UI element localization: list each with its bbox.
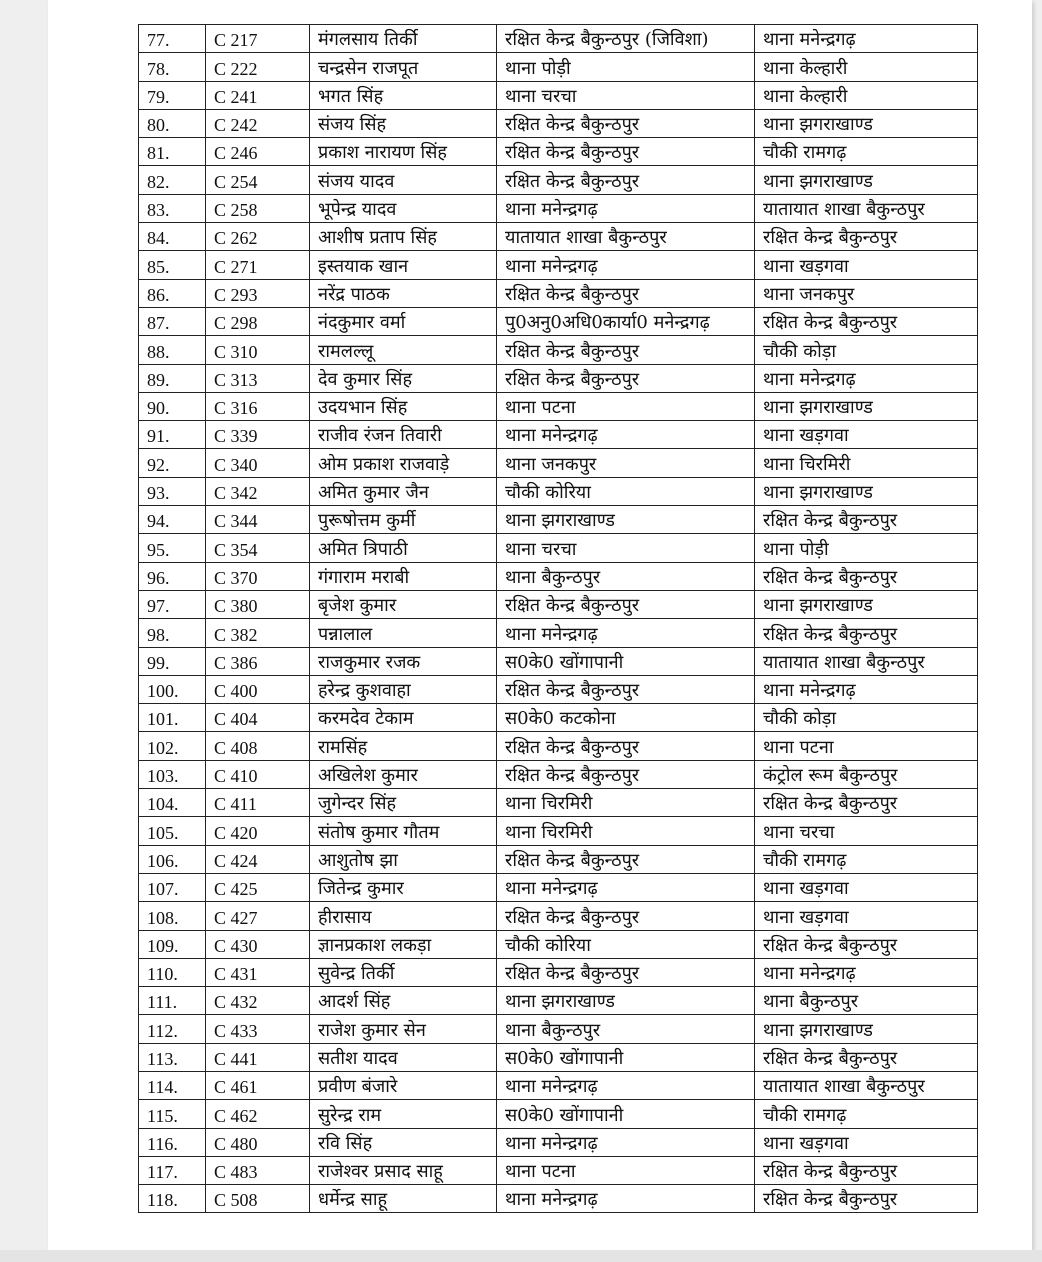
current-posting-cell: थाना चरचा [497,81,755,109]
current-posting-cell: रक्षित केन्द्र बैकुन्ठपुर [497,760,755,788]
table-row [139,279,978,307]
table-row [139,25,978,53]
current-posting-cell: स0के0 खोंगापानी [497,647,755,675]
name-cell: जुगेन्दर सिंह [310,789,497,817]
table-row [139,223,978,251]
new-posting-cell: थाना जनकपुर [755,279,978,307]
serial-number-cell: 79. [139,81,206,109]
name-cell: देव कुमार सिंह [310,364,497,392]
new-posting-cell: रक्षित केन्द्र बैकुन्ठपुर [755,619,978,647]
constable-number-cell: C 430 [206,930,310,958]
constable-number-cell: C 400 [206,675,310,703]
serial-number-cell: 114. [139,1071,206,1099]
name-cell: आदर्श सिंह [310,987,497,1015]
constable-number-cell: C 293 [206,279,310,307]
serial-number-cell: 87. [139,307,206,335]
new-posting-cell: रक्षित केन्द्र बैकुन्ठपुर [755,1185,978,1213]
current-posting-cell: थाना मनेन्द्रगढ़ [497,421,755,449]
table-row [139,590,978,618]
document-page [48,0,1032,1250]
table-row [139,789,978,817]
name-cell: नरेंद्र पाठक [310,279,497,307]
table-row [139,477,978,505]
current-posting-cell: स0के0 कटकोना [497,704,755,732]
constable-number-cell: C 404 [206,704,310,732]
constable-number-cell: C 310 [206,336,310,364]
constable-number-cell: C 380 [206,590,310,618]
new-posting-cell: थाना झगराखाण्ड [755,1015,978,1043]
constable-number-cell: C 432 [206,987,310,1015]
new-posting-cell: यातायात शाखा बैकुन्ठपुर [755,647,978,675]
table-row [139,1043,978,1071]
table-row [139,760,978,788]
name-cell: रामसिंह [310,732,497,760]
serial-number-cell: 77. [139,25,206,53]
current-posting-cell: रक्षित केन्द्र बैकुन्ठपुर (जिविशा) [497,25,755,53]
name-cell: रामलल्लू [310,336,497,364]
serial-number-cell: 93. [139,477,206,505]
transfer-table-body [139,25,978,1213]
name-cell: करमदेव टेकाम [310,704,497,732]
name-cell: ज्ञानप्रकाश लकड़ा [310,930,497,958]
serial-number-cell: 108. [139,902,206,930]
constable-number-cell: C 386 [206,647,310,675]
name-cell: पन्नालाल [310,619,497,647]
constable-number-cell: C 258 [206,194,310,222]
serial-number-cell: 96. [139,562,206,590]
constable-number-cell: C 370 [206,562,310,590]
constable-number-cell: C 427 [206,902,310,930]
name-cell: सुरेन्द्र राम [310,1100,497,1128]
current-posting-cell: रक्षित केन्द्र बैकुन्ठपुर [497,902,755,930]
table-row [139,817,978,845]
current-posting-cell: रक्षित केन्द्र बैकुन्ठपुर [497,958,755,986]
name-cell: मंगलसाय तिर्की [310,25,497,53]
current-posting-cell: स0के0 खोंगापानी [497,1043,755,1071]
constable-number-cell: C 316 [206,392,310,420]
serial-number-cell: 78. [139,53,206,81]
constable-number-cell: C 340 [206,449,310,477]
serial-number-cell: 84. [139,223,206,251]
current-posting-cell: चौकी कोरिया [497,930,755,958]
new-posting-cell: रक्षित केन्द्र बैकुन्ठपुर [755,562,978,590]
constable-number-cell: C 441 [206,1043,310,1071]
current-posting-cell: रक्षित केन्द्र बैकुन्ठपुर [497,364,755,392]
table-row [139,675,978,703]
constable-number-cell: C 342 [206,477,310,505]
constable-number-cell: C 262 [206,223,310,251]
constable-number-cell: C 298 [206,307,310,335]
new-posting-cell: चौकी रामगढ़ [755,1100,978,1128]
table-row [139,194,978,222]
constable-number-cell: C 424 [206,845,310,873]
table-row [139,392,978,420]
serial-number-cell: 89. [139,364,206,392]
new-posting-cell: थाना पटना [755,732,978,760]
new-posting-cell: चौकी रामगढ़ [755,138,978,166]
table-row [139,534,978,562]
current-posting-cell: रक्षित केन्द्र बैकुन्ठपुर [497,590,755,618]
table-row [139,251,978,279]
table-row [139,307,978,335]
new-posting-cell: थाना खड़गवा [755,1128,978,1156]
page-bottom-edge [0,1250,1042,1262]
new-posting-cell: थाना झगराखाण्ड [755,590,978,618]
table-row [139,562,978,590]
serial-number-cell: 82. [139,166,206,194]
serial-number-cell: 105. [139,817,206,845]
constable-number-cell: C 420 [206,817,310,845]
current-posting-cell: थाना पटना [497,392,755,420]
constable-number-cell: C 344 [206,506,310,534]
name-cell: बृजेश कुमार [310,590,497,618]
table-row [139,449,978,477]
table-row [139,506,978,534]
name-cell: प्रकाश नारायण सिंह [310,138,497,166]
table-row [139,138,978,166]
current-posting-cell: रक्षित केन्द्र बैकुन्ठपुर [497,675,755,703]
new-posting-cell: थाना झगराखाण्ड [755,477,978,505]
serial-number-cell: 109. [139,930,206,958]
name-cell: संतोष कुमार गौतम [310,817,497,845]
serial-number-cell: 92. [139,449,206,477]
transfer-table [138,24,978,1213]
current-posting-cell: थाना मनेन्द्रगढ़ [497,194,755,222]
current-posting-cell: रक्षित केन्द्र बैकुन्ठपुर [497,138,755,166]
serial-number-cell: 115. [139,1100,206,1128]
current-posting-cell: थाना मनेन्द्रगढ़ [497,1128,755,1156]
name-cell: भगत सिंह [310,81,497,109]
constable-number-cell: C 410 [206,760,310,788]
name-cell: राजेश कुमार सेन [310,1015,497,1043]
constable-number-cell: C 461 [206,1071,310,1099]
constable-number-cell: C 462 [206,1100,310,1128]
name-cell: जितेन्द्र कुमार [310,873,497,901]
serial-number-cell: 86. [139,279,206,307]
current-posting-cell: थाना चरचा [497,534,755,562]
new-posting-cell: थाना पोड़ी [755,534,978,562]
table-row [139,336,978,364]
new-posting-cell: रक्षित केन्द्र बैकुन्ठपुर [755,506,978,534]
constable-number-cell: C 246 [206,138,310,166]
serial-number-cell: 80. [139,109,206,137]
constable-number-cell: C 339 [206,421,310,449]
serial-number-cell: 95. [139,534,206,562]
new-posting-cell: थाना खड़गवा [755,251,978,279]
current-posting-cell: रक्षित केन्द्र बैकुन्ठपुर [497,166,755,194]
new-posting-cell: थाना केल्हारी [755,53,978,81]
current-posting-cell: थाना मनेन्द्रगढ़ [497,1071,755,1099]
name-cell: राजेश्वर प्रसाद साहू [310,1156,497,1184]
table-row [139,704,978,732]
current-posting-cell: थाना जनकपुर [497,449,755,477]
constable-number-cell: C 222 [206,53,310,81]
current-posting-cell: थाना बैकुन्ठपुर [497,1015,755,1043]
constable-number-cell: C 354 [206,534,310,562]
new-posting-cell: थाना मनेन्द्रगढ़ [755,25,978,53]
serial-number-cell: 83. [139,194,206,222]
current-posting-cell: रक्षित केन्द्र बैकुन्ठपुर [497,336,755,364]
serial-number-cell: 102. [139,732,206,760]
table-row [139,166,978,194]
name-cell: संजय यादव [310,166,497,194]
table-row [139,1128,978,1156]
table-row [139,902,978,930]
current-posting-cell: थाना मनेन्द्रगढ़ [497,619,755,647]
serial-number-cell: 103. [139,760,206,788]
constable-number-cell: C 313 [206,364,310,392]
current-posting-cell: थाना झगराखाण्ड [497,987,755,1015]
table-row [139,81,978,109]
new-posting-cell: थाना खड़गवा [755,873,978,901]
new-posting-cell: रक्षित केन्द्र बैकुन्ठपुर [755,1043,978,1071]
new-posting-cell: थाना खड़गवा [755,902,978,930]
constable-number-cell: C 425 [206,873,310,901]
current-posting-cell: रक्षित केन्द्र बैकुन्ठपुर [497,109,755,137]
constable-number-cell: C 217 [206,25,310,53]
current-posting-cell: चौकी कोरिया [497,477,755,505]
table-row [139,1185,978,1213]
new-posting-cell: थाना झगराखाण्ड [755,392,978,420]
table-row [139,421,978,449]
name-cell: नंदकुमार वर्मा [310,307,497,335]
serial-number-cell: 107. [139,873,206,901]
serial-number-cell: 91. [139,421,206,449]
current-posting-cell: रक्षित केन्द्र बैकुन्ठपुर [497,845,755,873]
name-cell: हरेन्द्र कुशवाहा [310,675,497,703]
table-row [139,987,978,1015]
new-posting-cell: थाना खड़गवा [755,421,978,449]
table-row [139,109,978,137]
table-row [139,53,978,81]
table-row [139,364,978,392]
name-cell: ओम प्रकाश राजवाड़े [310,449,497,477]
current-posting-cell: थाना मनेन्द्रगढ़ [497,1185,755,1213]
name-cell: गंगाराम मराबी [310,562,497,590]
new-posting-cell: थाना चिरमिरी [755,449,978,477]
new-posting-cell: थाना चरचा [755,817,978,845]
name-cell: प्रवीण बंजारे [310,1071,497,1099]
serial-number-cell: 104. [139,789,206,817]
new-posting-cell: रक्षित केन्द्र बैकुन्ठपुर [755,307,978,335]
name-cell: इस्तयाक खान [310,251,497,279]
new-posting-cell: थाना बैकुन्ठपुर [755,987,978,1015]
constable-number-cell: C 508 [206,1185,310,1213]
serial-number-cell: 118. [139,1185,206,1213]
name-cell: राजकुमार रजक [310,647,497,675]
new-posting-cell: थाना मनेन्द्रगढ़ [755,364,978,392]
serial-number-cell: 111. [139,987,206,1015]
new-posting-cell: रक्षित केन्द्र बैकुन्ठपुर [755,930,978,958]
serial-number-cell: 117. [139,1156,206,1184]
current-posting-cell: यातायात शाखा बैकुन्ठपुर [497,223,755,251]
constable-number-cell: C 242 [206,109,310,137]
current-posting-cell: थाना चिरमिरी [497,817,755,845]
name-cell: पुरूषोत्तम कुर्मी [310,506,497,534]
new-posting-cell: चौकी रामगढ़ [755,845,978,873]
current-posting-cell: थाना झगराखाण्ड [497,506,755,534]
name-cell: हीरासाय [310,902,497,930]
constable-number-cell: C 254 [206,166,310,194]
constable-number-cell: C 408 [206,732,310,760]
new-posting-cell: चौकी कोड़ा [755,336,978,364]
constable-number-cell: C 411 [206,789,310,817]
table-row [139,958,978,986]
constable-number-cell: C 431 [206,958,310,986]
name-cell: आशुतोष झा [310,845,497,873]
name-cell: रवि सिंह [310,1128,497,1156]
current-posting-cell: थाना बैकुन्ठपुर [497,562,755,590]
new-posting-cell: थाना झगराखाण्ड [755,109,978,137]
serial-number-cell: 98. [139,619,206,647]
new-posting-cell: यातायात शाखा बैकुन्ठपुर [755,1071,978,1099]
table-row [139,647,978,675]
serial-number-cell: 99. [139,647,206,675]
table-row [139,845,978,873]
serial-number-cell: 101. [139,704,206,732]
current-posting-cell: थाना मनेन्द्रगढ़ [497,251,755,279]
new-posting-cell: रक्षित केन्द्र बैकुन्ठपुर [755,789,978,817]
table-row [139,873,978,901]
new-posting-cell: थाना झगराखाण्ड [755,166,978,194]
constable-number-cell: C 433 [206,1015,310,1043]
serial-number-cell: 85. [139,251,206,279]
serial-number-cell: 112. [139,1015,206,1043]
name-cell: अमित त्रिपाठी [310,534,497,562]
current-posting-cell: थाना पोड़ी [497,53,755,81]
serial-number-cell: 110. [139,958,206,986]
table-row [139,1015,978,1043]
table-row [139,1100,978,1128]
serial-number-cell: 116. [139,1128,206,1156]
serial-number-cell: 97. [139,590,206,618]
name-cell: उदयभान सिंह [310,392,497,420]
new-posting-cell: रक्षित केन्द्र बैकुन्ठपुर [755,1156,978,1184]
serial-number-cell: 88. [139,336,206,364]
new-posting-cell: यातायात शाखा बैकुन्ठपुर [755,194,978,222]
table-row [139,1156,978,1184]
table-row [139,619,978,647]
name-cell: राजीव रंजन तिवारी [310,421,497,449]
current-posting-cell: पु0अनु0अधि0कार्या0 मनेन्द्रगढ़ [497,307,755,335]
name-cell: अखिलेश कुमार [310,760,497,788]
current-posting-cell: रक्षित केन्द्र बैकुन्ठपुर [497,279,755,307]
name-cell: संजय सिंह [310,109,497,137]
serial-number-cell: 113. [139,1043,206,1071]
name-cell: सतीश यादव [310,1043,497,1071]
constable-number-cell: C 382 [206,619,310,647]
current-posting-cell: रक्षित केन्द्र बैकुन्ठपुर [497,732,755,760]
name-cell: अमित कुमार जैन [310,477,497,505]
table-row [139,1071,978,1099]
name-cell: धर्मेन्द्र साहू [310,1185,497,1213]
serial-number-cell: 90. [139,392,206,420]
name-cell: चन्द्रसेन राजपूत [310,53,497,81]
constable-number-cell: C 483 [206,1156,310,1184]
new-posting-cell: थाना मनेन्द्रगढ़ [755,958,978,986]
serial-number-cell: 100. [139,675,206,703]
current-posting-cell: थाना चिरमिरी [497,789,755,817]
current-posting-cell: थाना मनेन्द्रगढ़ [497,873,755,901]
name-cell: आशीष प्रताप सिंह [310,223,497,251]
current-posting-cell: स0के0 खोंगापानी [497,1100,755,1128]
new-posting-cell: रक्षित केन्द्र बैकुन्ठपुर [755,223,978,251]
constable-number-cell: C 241 [206,81,310,109]
serial-number-cell: 106. [139,845,206,873]
constable-number-cell: C 271 [206,251,310,279]
new-posting-cell: थाना मनेन्द्रगढ़ [755,675,978,703]
name-cell: भूपेन्द्र यादव [310,194,497,222]
table-row [139,930,978,958]
new-posting-cell: थाना केल्हारी [755,81,978,109]
new-posting-cell: चौकी कोड़ा [755,704,978,732]
constable-number-cell: C 480 [206,1128,310,1156]
name-cell: सुवेन्द्र तिर्की [310,958,497,986]
table-row [139,732,978,760]
current-posting-cell: थाना पटना [497,1156,755,1184]
serial-number-cell: 81. [139,138,206,166]
new-posting-cell: कंट्रोल रूम बैकुन्ठपुर [755,760,978,788]
serial-number-cell: 94. [139,506,206,534]
